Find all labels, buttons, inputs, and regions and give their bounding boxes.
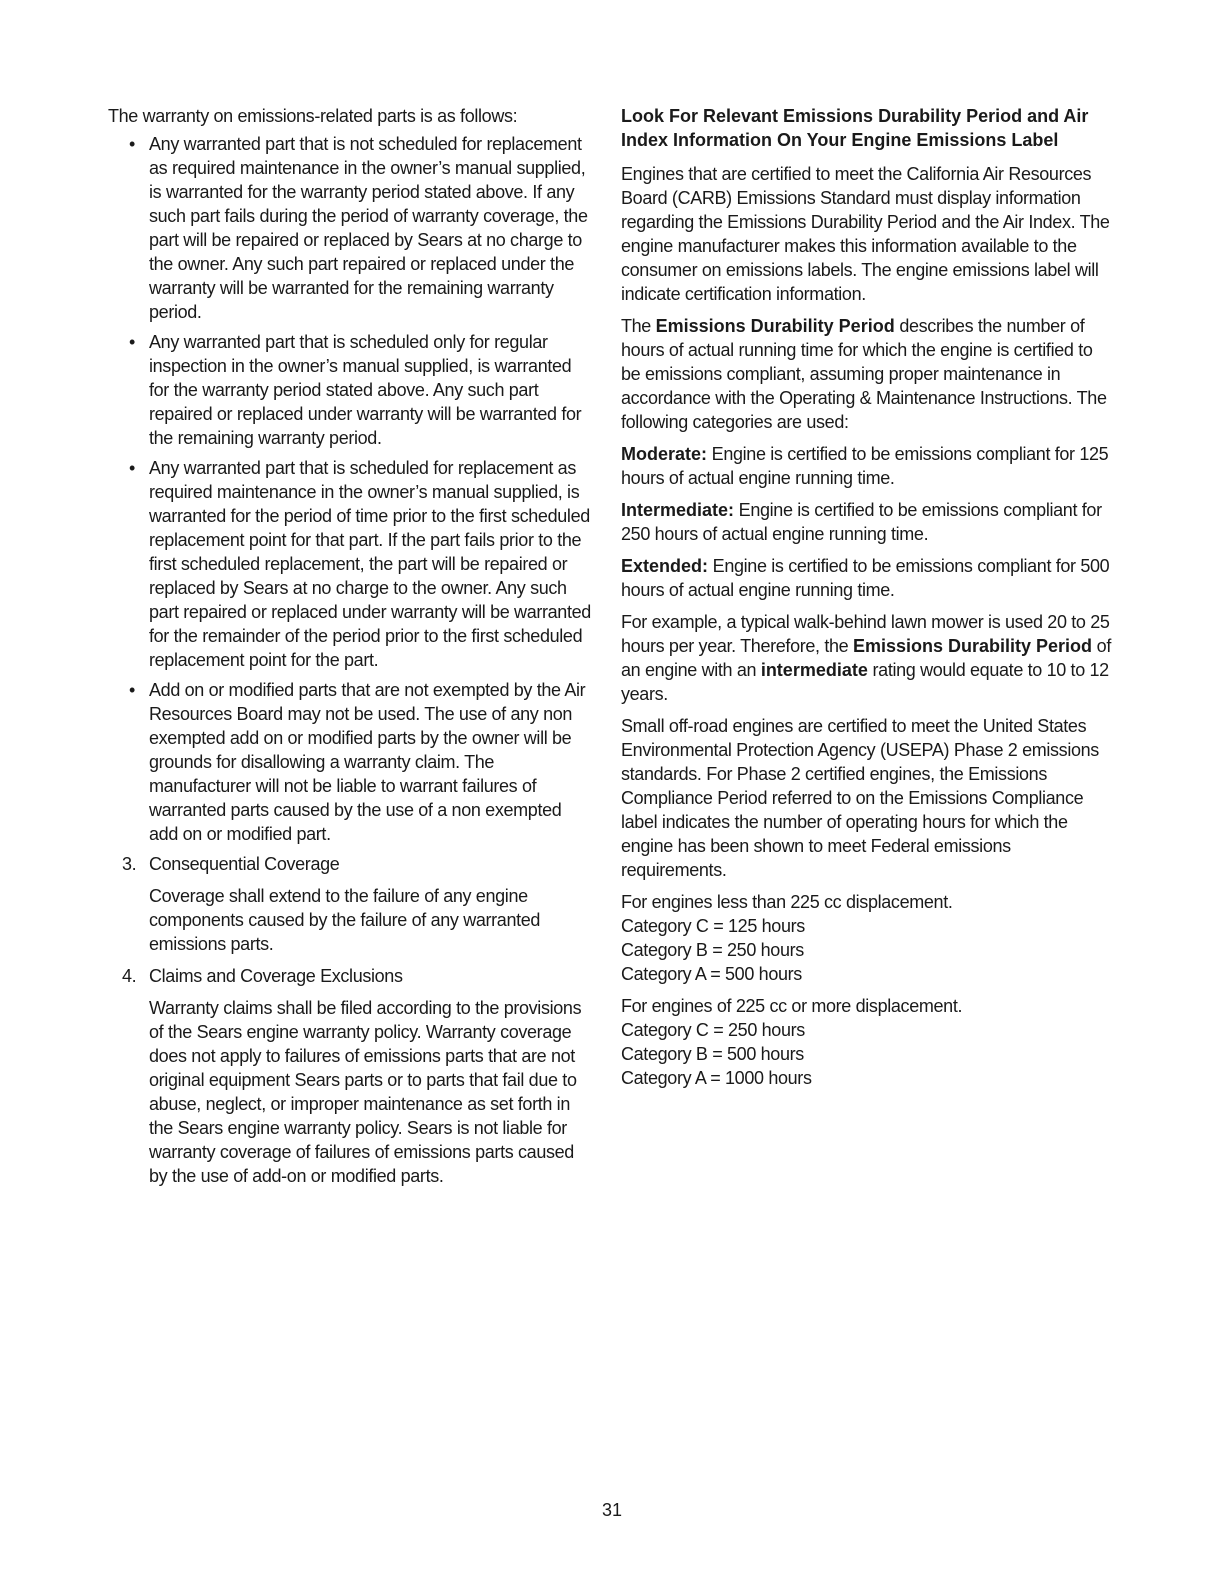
- item-body: Warranty claims shall be filed according to the provisions of the Sears engine warranty policy. Warranty coverage does not apply to failures of emissions parts that are not original equipment Sears parts or to parts that fail due to abuse, neglect, or improper maintenance as set forth in the Sears engine warranty policy. Sears is not liable for warranty coverage of failures of emissions parts caused by the use of add-on or modified parts.: [149, 998, 582, 1186]
- intermediate-category: [621, 498, 1111, 546]
- category-line: Category B = 500 hours: [621, 1044, 804, 1064]
- text-run: describes the number of hours of actual running time for which the engine is certified to be emissions compliant, assuming proper maintenance in accordance with the Operating & Maintenance Instructions. The following categories are used:: [621, 316, 1107, 432]
- numbered-list: [108, 852, 592, 1188]
- text-run: of an engine with an: [621, 636, 1111, 680]
- category-line: Category C = 250 hours: [621, 1020, 805, 1040]
- category-text: Engine is certified to be emissions compliant for 125 hours of actual engine running time.: [621, 444, 1109, 488]
- category-label: Extended:: [621, 556, 709, 576]
- text-run: rating would equate to 10 to 12 years.: [621, 660, 1109, 704]
- warranty-bullet-list: [108, 132, 592, 846]
- small-engine-categories: [621, 890, 1111, 986]
- numbered-item-claims-exclusions: [108, 964, 592, 1188]
- bold-term: Emissions Durability Period: [852, 636, 1093, 656]
- category-heading: For engines of 225 cc or more displacement.: [621, 996, 963, 1016]
- item-number: 3.: [122, 854, 137, 874]
- numbered-item-header: [108, 964, 592, 988]
- category-line: Category A = 500 hours: [621, 964, 802, 984]
- bold-term: intermediate: [760, 660, 868, 680]
- moderate-category: [621, 442, 1111, 490]
- category-line: Category C = 125 hours: [621, 916, 805, 936]
- extended-category: [621, 554, 1111, 602]
- durability-period-paragraph: [621, 314, 1111, 434]
- section-heading: Look For Relevant Emissions Durability Period and Air Index Information On Your Engine Emissions Label: [621, 106, 1089, 150]
- item-number: 4.: [122, 966, 137, 986]
- item-title: Claims and Coverage Exclusions: [149, 966, 403, 986]
- item-body: Coverage shall extend to the failure of any engine components caused by the failure of any warranted emissions parts.: [149, 886, 541, 954]
- large-engine-categories: [621, 994, 1111, 1090]
- numbered-item-consequential-coverage: [108, 852, 592, 956]
- bold-term: Emissions Durability Period: [655, 316, 895, 336]
- warranty-intro: The warranty on emissions-related parts is as follows:: [108, 106, 518, 126]
- text-run: The: [621, 316, 656, 336]
- category-line: Category B = 250 hours: [621, 940, 804, 960]
- item-title: Consequential Coverage: [149, 854, 340, 874]
- category-heading: For engines less than 225 cc displacement.: [621, 892, 953, 912]
- category-label: Intermediate:: [621, 500, 735, 520]
- category-text: Engine is certified to be emissions compliant for 250 hours of actual engine running time.: [621, 500, 1102, 544]
- right-column: [621, 104, 1111, 1098]
- numbered-item-header: [108, 852, 592, 876]
- bullet-item: • Any warranted part that is not scheduled for replacement as required maintenance in the owner’s manual supplied, is warranted for the warranty period stated above. If any such part fails during the period of warranty coverage, the part will be repaired or replaced by Sears at no charge to the owner. Any such part repaired or replaced under the warranty will be warranted for the remaining warranty period.: [149, 132, 592, 324]
- bullet-item: • Any warranted part that is scheduled only for regular inspection in the owner’s manual supplied, is warranted for the warranty period stated above. Any such part repaired or replaced under warranty will be warranted for the remaining warranty period.: [149, 330, 592, 450]
- left-column: [108, 104, 592, 1196]
- category-text: Engine is certified to be emissions compliant for 500 hours of actual engine running time.: [621, 556, 1110, 600]
- usepa-paragraph: Small off-road engines are certified to meet the United States Environmental Protection Agency (USEPA) Phase 2 emissions standards. For Phase 2 certified engines, the Emissions Compliance Period referred to on the Emissions Compliance label indicates the number of operating hours for which the engine has been shown to meet Federal emissions requirements.: [621, 716, 1099, 880]
- carb-paragraph: Engines that are certified to meet the California Air Resources Board (CARB) Emissions Standard must display information regarding the Emissions Durability Period and the Air Index. The engine manufacturer makes this information available to the consumer on emissions labels. The engine emissions label will indicate certification information.: [621, 164, 1110, 304]
- page-number: 31: [601, 1500, 623, 1520]
- text-run: For example, a typical walk-behind lawn mower is used 20 to 25 hours per year. Therefore, the: [621, 612, 1110, 656]
- category-line: Category A = 1000 hours: [621, 1068, 812, 1088]
- category-label: Moderate:: [621, 444, 708, 464]
- bullet-item: • Add on or modified parts that are not exempted by the Air Resources Board may not be used. The use of any non exempted add on or modified parts by the owner will be grounds for disallowing a warranty claim. The manufacturer will not be liable to warrant failures of warranted parts caused by the use of a non exempted add on or modified part.: [149, 678, 592, 846]
- example-paragraph: [621, 610, 1111, 706]
- bullet-item: • Any warranted part that is scheduled for replacement as required maintenance in the owner’s manual supplied, is warranted for the period of time prior to the first scheduled replacement point for that part. If the part fails prior to the first scheduled replacement, the part will be repaired or replaced by Sears at no charge to the owner. Any such part repaired or replaced under warranty will be warranted for the remainder of the period prior to the first scheduled replacement point for the part.: [149, 456, 592, 672]
